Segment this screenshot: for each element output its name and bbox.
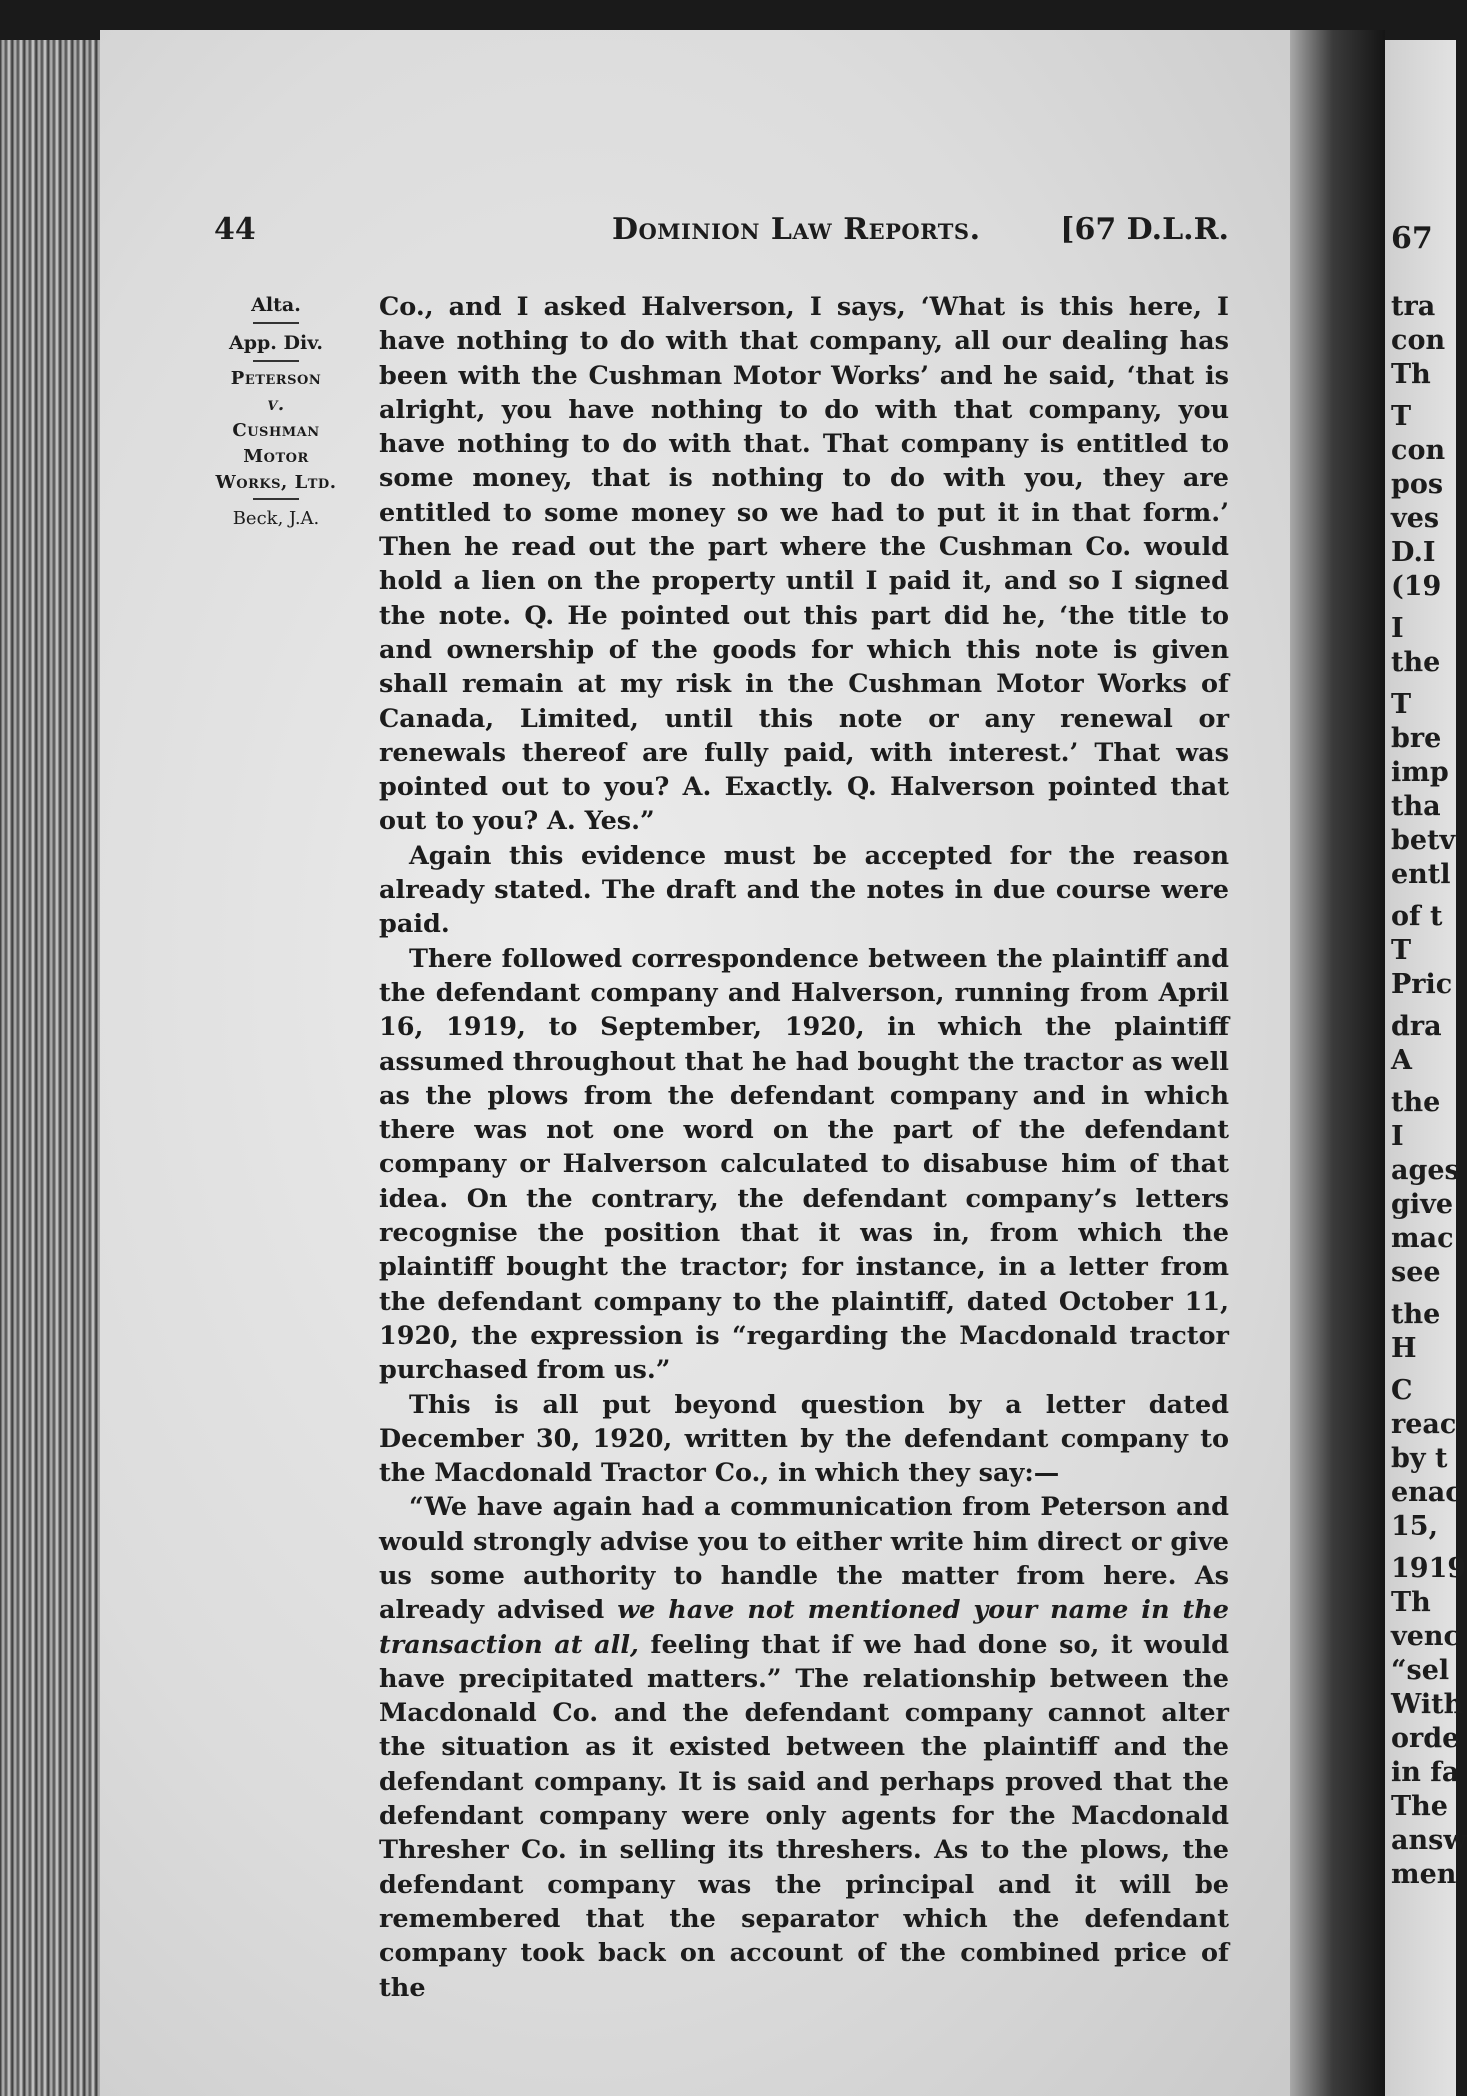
- facing-page-fragment: With: [1391, 1689, 1464, 1720]
- facing-page-fragment: pos: [1391, 469, 1444, 500]
- facing-page-fragment: of t: [1391, 901, 1443, 932]
- facing-page-fragment: entl: [1391, 859, 1451, 890]
- facing-page-fragment: I: [1391, 613, 1404, 644]
- facing-page-fragment: in fa: [1391, 1757, 1460, 1788]
- facing-page-fragment: reac: [1391, 1409, 1457, 1440]
- facing-page-fragment: orde: [1391, 1723, 1460, 1754]
- facing-page-fragment: the: [1391, 1299, 1441, 1330]
- facing-page-fragment: enac: [1391, 1477, 1462, 1508]
- facing-page-fragment: the: [1391, 647, 1441, 678]
- facing-page-fragment: Th: [1391, 1587, 1431, 1618]
- facing-page-fragment: venc: [1391, 1621, 1460, 1652]
- divider: [253, 322, 299, 324]
- facing-page-fragment: 15,: [1391, 1511, 1438, 1542]
- book-gutter: [1290, 30, 1385, 2096]
- party-2-line-3: Works, Ltd.: [215, 472, 337, 493]
- facing-page-fragment: men: [1391, 1859, 1457, 1890]
- party-2-line-1: Cushman: [232, 420, 320, 441]
- facing-page-fragment: give: [1391, 1189, 1454, 1220]
- facing-page-fragment: see: [1391, 1257, 1441, 1288]
- paragraph: [379, 1490, 1229, 2004]
- facing-page-fragment: H: [1391, 1333, 1417, 1364]
- facing-page-fragment: ages: [1391, 1155, 1460, 1186]
- facing-page-fragment: mac: [1391, 1223, 1454, 1254]
- facing-page-fragment: ves: [1391, 503, 1440, 534]
- facing-page-fragment: “sel: [1391, 1655, 1450, 1686]
- facing-page-fragment: A: [1391, 1045, 1412, 1076]
- court-label: App. Div.: [229, 332, 323, 354]
- facing-page-fragment: D.I: [1391, 537, 1436, 568]
- facing-page-fragment: T: [1391, 935, 1412, 966]
- running-title: Dominion Law Reports.: [612, 212, 981, 247]
- judge-name: Beck, J.A.: [232, 508, 320, 529]
- facing-page-fragment: dra: [1391, 1011, 1442, 1042]
- facing-page-fragment: betv: [1391, 825, 1456, 856]
- paragraph: This is all put beyond question by a letter dated December 30, 1920, written by the defendant company to the Macdonald Tractor Co., in which they say:—: [379, 1389, 1229, 1489]
- facing-page-fragment: con: [1391, 435, 1446, 466]
- facing-page-fragment: T: [1391, 401, 1412, 432]
- facing-page-fragment: by t: [1391, 1443, 1448, 1474]
- divider: [253, 498, 299, 500]
- paragraph: Again this evidence must be accepted for the reason already stated. The draft and the notes in due course were paid.: [379, 840, 1229, 940]
- main-text: [379, 290, 1229, 2005]
- facing-page-fragment: I: [1391, 1121, 1404, 1152]
- page-header: [214, 212, 1229, 256]
- party-1: Peterson: [230, 368, 322, 389]
- facing-page-fragment: con: [1391, 325, 1446, 356]
- facing-page-number: 67: [1391, 221, 1433, 256]
- province-label: Alta.: [251, 294, 301, 316]
- facing-page-fragment: 1919: [1391, 1553, 1467, 1584]
- quote-text: “We have again had a communication from Peterson and would strongly advise you to either write him direct or give us some authority to handle the matter from here. As already advised: [379, 1492, 1229, 1626]
- quote-text-continued: feeling that if we had done so, it would have precipitated matters.” The relationship between the Macdonald Co. and the defendant company cannot alter the situation as it existed between the plaintiff and the defendant company. It is said and perhaps proved that the defendant company were only agents for the Macdonald Thresher Co. in selling its threshers. As to the plows, the defendant company was the principal and it will be remembered that the separator which the defendant company took back on account of the combined price of the: [379, 1629, 1229, 2003]
- facing-page-fragment: T: [1391, 689, 1412, 720]
- volume-reference: [67 D.L.R.: [1060, 212, 1229, 247]
- versus: v.: [267, 394, 285, 415]
- page-number: 44: [214, 212, 256, 247]
- facing-page-fragment: tha: [1391, 791, 1441, 822]
- margin-notes: [196, 290, 356, 534]
- facing-page: [1385, 40, 1467, 2096]
- party-2-line-2: Motor: [243, 446, 309, 467]
- divider: [253, 360, 299, 362]
- facing-page-fragment: tra: [1391, 291, 1436, 322]
- facing-page-fragment: C: [1391, 1375, 1413, 1406]
- facing-page-fragment: bre: [1391, 723, 1442, 754]
- facing-page-fragment: Pric: [1391, 969, 1453, 1000]
- facing-page-fragment: imp: [1391, 757, 1449, 788]
- facing-page-fragment: the: [1391, 1087, 1441, 1118]
- quote-italic-text: we have not mentioned your name in the transaction at all,: [379, 1595, 1230, 1660]
- paragraph: There followed correspondence between the plaintiff and the defendant company and Halverson, running from April 16, 1919, to September, 1920, in which the plaintiff assumed throughout that he had bought the tractor as well as the plows from the defendant company and in which there was not one word on the part of the defendant company or Halverson calculated to disabuse him of that idea. On the contrary, the defendant company’s letters recognise the position that it was in, from which the plaintiff bought the tractor; for instance, in a letter from the defendant company to the plaintiff, dated October 11, 1920, the expression is “regarding the Macdonald tractor purchased from us.”: [379, 943, 1229, 1386]
- paragraph: Co., and I asked Halverson, I says, ‘What is this here, I have nothing to do with that company, all our dealing has been with the Cushman Motor Works’ and he said, ‘that is alright, you have nothing to do with that company, you have nothing to do with that. That company is entitled to some money, that is nothing to do with you, they are entitled to some money so we had to put it in that form.’ Then he read out the part where the Cushman Co. would hold a lien on the property until I paid it, and so I signed the note. Q. He pointed out this part did he, ‘the title to and ownership of the goods for which this note is given shall remain at my risk in the Cushman Motor Works of Canada, Limited, until this note or any renewal or renewals thereof are fully paid, with interest.’ That was pointed out to you? A. Exactly. Q. Halverson pointed that out to you? A. Yes.”: [379, 292, 1229, 837]
- facing-page-fragment: Th: [1391, 359, 1431, 390]
- facing-page-fragment: answ: [1391, 1825, 1467, 1856]
- facing-page-fragment: (19: [1391, 571, 1442, 602]
- facing-page-fragment: The: [1391, 1791, 1448, 1822]
